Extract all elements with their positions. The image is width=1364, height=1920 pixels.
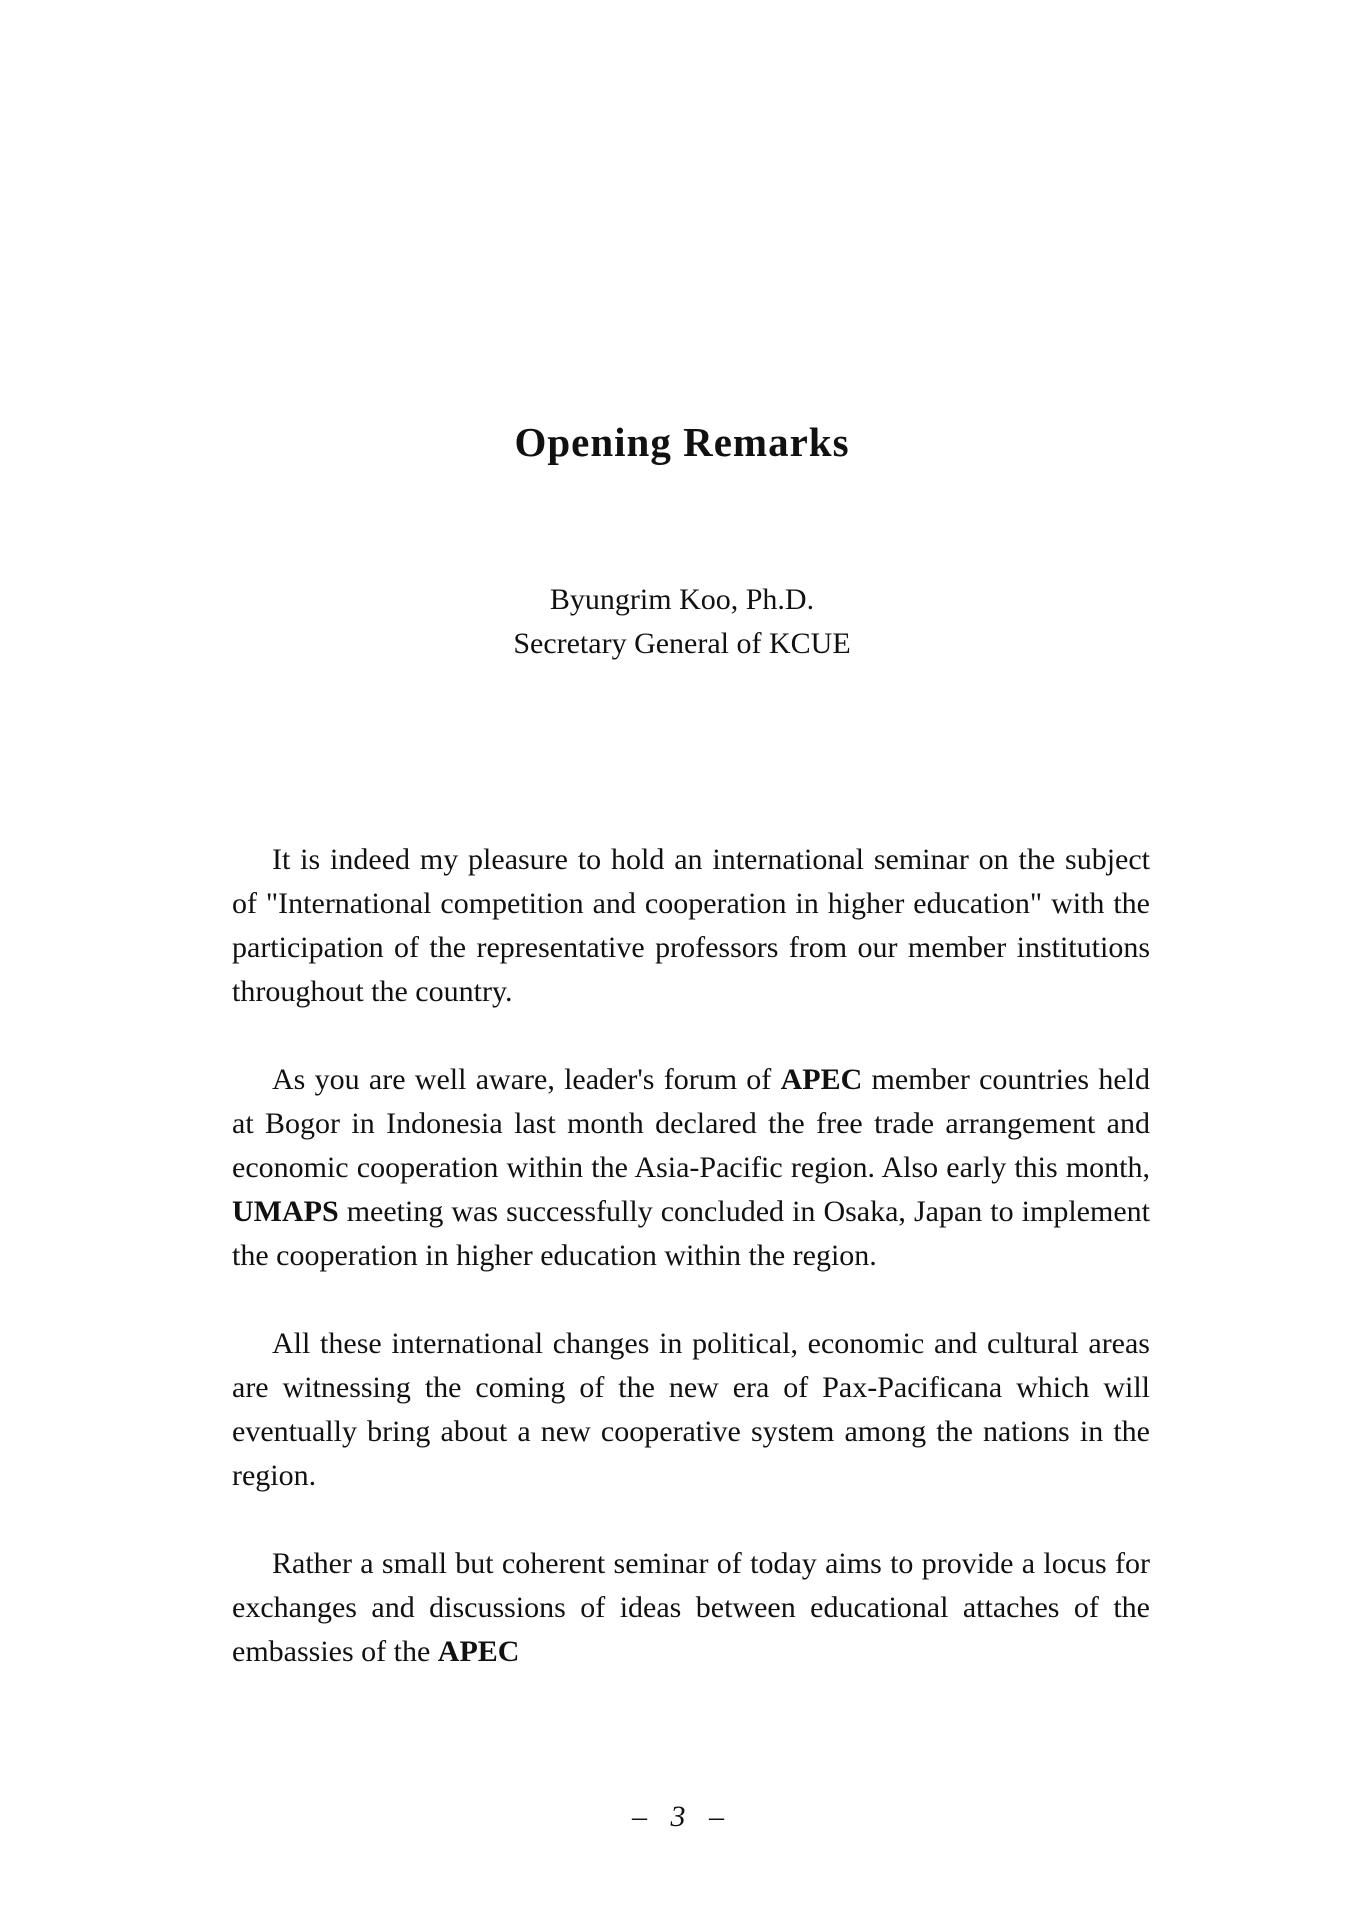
paragraph-text: All these international changes in political, economic and cultural areas are witnessing the coming of the new era of Pax-Pacificana which will eventually bring about a new cooperative system among the nations in the region. xyxy=(232,1327,1150,1492)
emphasis-apec: APEC xyxy=(437,1635,520,1668)
paragraph-text: member countries held at Bogor in Indonesia last month declared the free trade arrangement and economic cooperation within the Asia-Pacific region. Also early this month, xyxy=(232,1063,1150,1184)
body-text xyxy=(232,838,1150,1718)
author-byline xyxy=(0,578,1364,666)
author-position: Secretary General of KCUE xyxy=(513,627,851,660)
page-number: – 3 – xyxy=(632,1800,732,1833)
paragraph-2 xyxy=(232,1058,1150,1278)
author-name: Byungrim Koo, Ph.D. xyxy=(549,583,815,616)
paragraph-text: It is indeed my pleasure to hold an international seminar on the subject of "International competition and cooperation in higher education" with the participation of the representative professors from our member institutions throughout the country. xyxy=(232,843,1150,1008)
paragraph-text: As you are well aware, leader's forum of xyxy=(272,1063,781,1096)
emphasis-umaps: UMAPS xyxy=(232,1195,339,1228)
page-title: Opening Remarks xyxy=(514,419,850,465)
paragraph-3 xyxy=(232,1322,1150,1498)
emphasis-apec: APEC xyxy=(780,1063,863,1096)
paragraph-text: Rather a small but coherent seminar of today aims to provide a locus for exchanges and discussions of ideas between educational attaches of the embassies of the xyxy=(232,1547,1150,1668)
paragraph-1 xyxy=(232,838,1150,1014)
paragraph-text: meeting was successfully concluded in Osaka, Japan to implement the cooperation in higher education within the region. xyxy=(232,1195,1150,1272)
paragraph-4 xyxy=(232,1542,1150,1674)
